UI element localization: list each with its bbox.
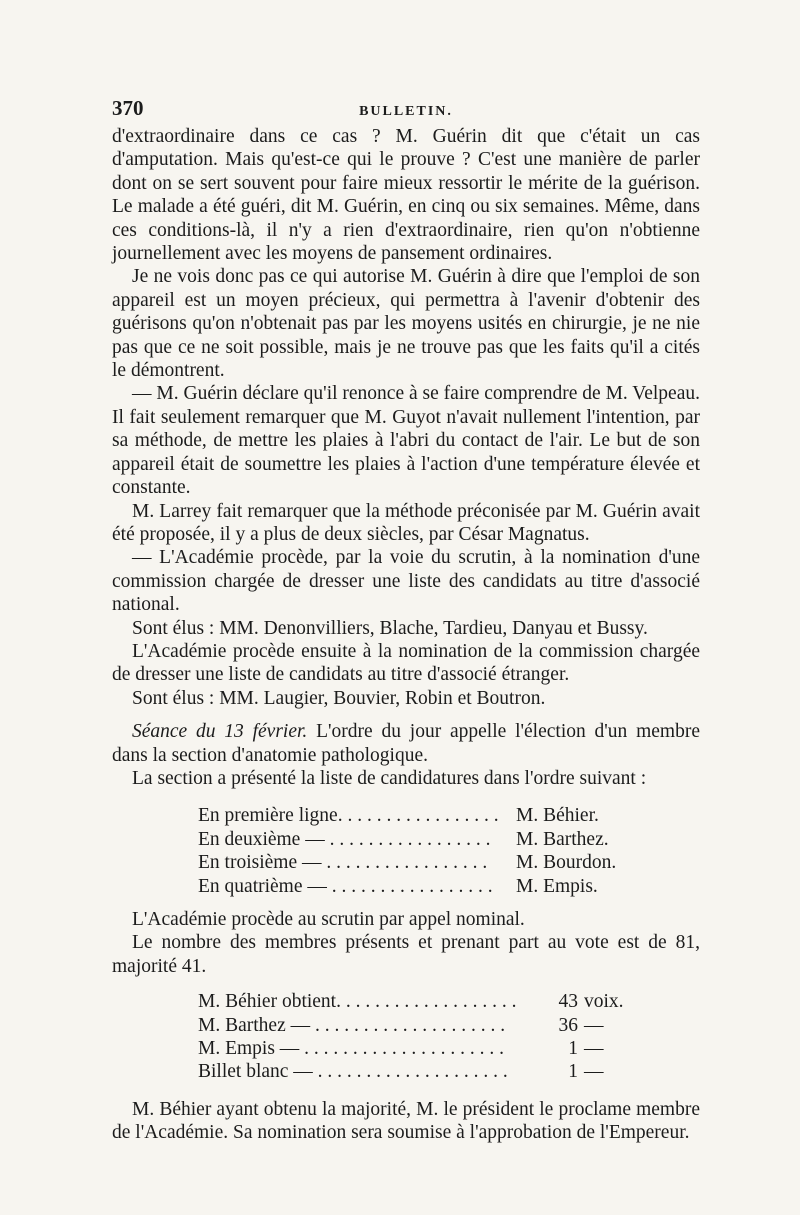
seance-label: Séance du 13 février. <box>132 721 308 743</box>
page-header <box>112 96 700 121</box>
paragraph-continuation: d'extraordinaire dans ce cas ? M. Guérin dit que c'était un cas d'amputation. Mais qu'est-ce qui le prouve ? C'est une manière de parler dont on se sert souvent pour faire mieux ressortir le mérite de la guérison. Le malade a été guéri, dit M. Guérin, en cinq ou six semaines. Même, dans ces conditions-là, il n'y a rien d'extraordinaire, rien qu'on n'obtienne journellement avec les moyens de pansement ordinaires. <box>112 126 700 265</box>
paragraph-larrey: M. Larrey fait remarquer que la méthode préconisée par M. Guérin avait été proposée, il y a plus de deux siècles, par César Magnatus. <box>112 500 700 545</box>
paragraph-commission-national: — L'Académie procède, par la voie du scrutin, à la nomination d'une commission chargée de dresser une liste des candidats au titre d'associé national. <box>112 547 700 616</box>
table-row: M. Barthez — . . . . . . . . . . . . . . . . . . . . 36 — <box>198 1014 604 1036</box>
paragraph-elected-foreign: Sont élus : MM. Laugier, Bouvier, Robin et Boutron. <box>132 687 546 709</box>
candidates-list <box>198 804 700 898</box>
paragraph-elected-national: Sont élus : MM. Denonvilliers, Blache, Tardieu, Danyau et Bussy. <box>132 617 648 639</box>
list-item: En quatrième — . . . . . . . . . . . . . . . . . M. Empis. <box>198 875 598 897</box>
paragraph-seance-intro: La section a présenté la liste de candidatures dans l'ordre suivant : <box>132 767 647 789</box>
table-row: Billet blanc — . . . . . . . . . . . . . . . . . . . . 1 — <box>198 1061 604 1083</box>
paragraph-guerin-reply: — M. Guérin déclare qu'il renonce à se faire comprendre de M. Velpeau. Il fait seulement remarquer que M. Guyot n'avait nullement l'intention, par sa méthode, de mettre les plaies à l'abri du contact de l'air. Le but de son appareil était de soumettre les plaies à l'action d'une température élevée et constante. <box>112 383 700 499</box>
list-item: En troisième — . . . . . . . . . . . . . . . . . M. Bourdon. <box>198 852 617 874</box>
seance-text: L'ordre du jour appelle l'élection d'un membre dans la section d'anatomie pathologique. <box>112 721 700 766</box>
paragraph-velpeau: Je ne vois donc pas ce qui autorise M. Guérin à dire que l'emploi de son appareil est un moyen précieux, qui permettra à l'avenir d'obtenir des guérisons qu'on n'obtenait pas par les moyens usités en chirurgie, je ne nie pas que ce ne soit possible, mais je ne trouve pas que les faits qu'il a cités le démontrent. <box>112 266 700 382</box>
list-item: En deuxième — . . . . . . . . . . . . . . . . . M. Barthez. <box>198 828 609 850</box>
table-row: M. Empis — . . . . . . . . . . . . . . . . . . . . . 1 — <box>198 1038 604 1060</box>
table-row: M. Béhier obtient. . . . . . . . . . . . . . . . . . . 43 voix. <box>198 991 624 1013</box>
paragraph-vote-intro: L'Académie procède au scrutin par appel nominal. <box>132 909 525 930</box>
paragraph-commission-foreign: L'Académie procède ensuite à la nomination de la commission chargée de dresser une liste de candidats au titre d'associé étranger. <box>112 640 700 686</box>
paragraph-seance <box>112 720 700 767</box>
vote-results <box>198 990 700 1084</box>
paragraph-vote-count: Le nombre des membres présents et prenant part au vote est de 81, majorité 41. <box>112 932 700 977</box>
list-item: En première ligne. . . . . . . . . . . . . . . . . M. Béhier. <box>198 805 599 827</box>
running-title: BULLETIN. <box>359 104 453 119</box>
page-number: 370 <box>112 96 144 120</box>
paragraph-conclusion: M. Béhier ayant obtenu la majorité, M. le président le proclame membre de l'Académie. Sa nomination sera soumise à l'approbation de l'Empereur. <box>112 1098 700 1144</box>
